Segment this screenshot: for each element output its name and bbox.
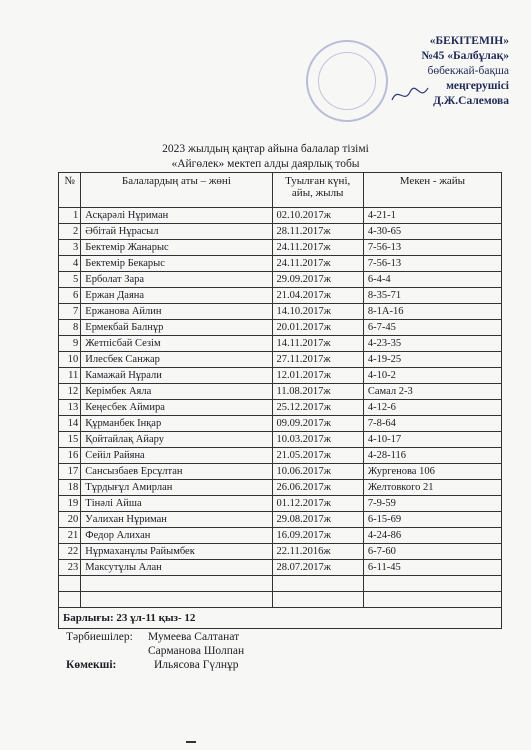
row-number: 17 bbox=[59, 464, 81, 480]
row-number: 9 bbox=[59, 336, 81, 352]
row-birthdate: 27.11.2017ж bbox=[272, 352, 363, 368]
row-number: 5 bbox=[59, 272, 81, 288]
row-address: 4-10-2 bbox=[363, 368, 501, 384]
helper-name: Ильясова Гүлнұр bbox=[154, 659, 239, 671]
header-address: Мекен - жайы bbox=[363, 173, 501, 208]
row-birthdate: 29.09.2017ж bbox=[272, 272, 363, 288]
row-number: 12 bbox=[59, 384, 81, 400]
row-birthdate: 14.11.2017ж bbox=[272, 336, 363, 352]
row-child-name: Бектемір Бекарыс bbox=[81, 256, 272, 272]
empty-table-row bbox=[59, 592, 502, 608]
table-row bbox=[59, 224, 502, 240]
approval-institution-type: бөбекжай-бақша bbox=[427, 65, 509, 77]
total-row bbox=[59, 608, 502, 629]
row-child-name: Ерболат Зара bbox=[81, 272, 272, 288]
row-birthdate: 22.11.2016ж bbox=[272, 544, 363, 560]
approval-institution: №45 «Балбұлақ» bbox=[421, 50, 509, 62]
table-row bbox=[59, 352, 502, 368]
row-number: 18 bbox=[59, 480, 81, 496]
empty-cell bbox=[272, 576, 363, 592]
row-birthdate: 21.04.2017ж bbox=[272, 288, 363, 304]
row-number: 2 bbox=[59, 224, 81, 240]
row-birthdate: 12.01.2017ж bbox=[272, 368, 363, 384]
row-birthdate: 29.08.2017ж bbox=[272, 512, 363, 528]
title-group-name: «Айгөлек» мектеп алды даярлық тобы bbox=[171, 158, 360, 170]
row-birthdate: 10.03.2017ж bbox=[272, 432, 363, 448]
row-address: Самал 2-3 bbox=[363, 384, 501, 400]
row-number: 15 bbox=[59, 432, 81, 448]
row-birthdate: 14.10.2017ж bbox=[272, 304, 363, 320]
total-summary: Барлығы: 23 ұл-11 қыз- 12 bbox=[59, 608, 502, 629]
row-child-name: Асқарәлі Нұриман bbox=[81, 208, 272, 224]
row-child-name: Илесбек Санжар bbox=[81, 352, 272, 368]
row-child-name: Ержанова Айлин bbox=[81, 304, 272, 320]
row-address: 8-35-71 bbox=[363, 288, 501, 304]
table-row bbox=[59, 336, 502, 352]
empty-cell bbox=[363, 576, 501, 592]
row-birthdate: 09.09.2017ж bbox=[272, 416, 363, 432]
row-child-name: Максутұлы Алан bbox=[81, 560, 272, 576]
row-child-name: Камажай Нұрали bbox=[81, 368, 272, 384]
row-birthdate: 28.07.2017ж bbox=[272, 560, 363, 576]
row-birthdate: 16.09.2017ж bbox=[272, 528, 363, 544]
row-child-name: Сансызбаев Ерсұлтан bbox=[81, 464, 272, 480]
row-address: 4-10-17 bbox=[363, 432, 501, 448]
row-birthdate: 20.01.2017ж bbox=[272, 320, 363, 336]
row-address: 4-24-86 bbox=[363, 528, 501, 544]
row-address: 4-30-65 bbox=[363, 224, 501, 240]
teacher-2: Сарманова Шолпан bbox=[148, 645, 245, 657]
scan-mark bbox=[186, 741, 196, 743]
row-number: 20 bbox=[59, 512, 81, 528]
row-address: 6-7-45 bbox=[363, 320, 501, 336]
row-child-name: Нұрмаханұлы Райымбек bbox=[81, 544, 272, 560]
signature-icon bbox=[390, 82, 430, 108]
document-title bbox=[0, 142, 531, 172]
table-row bbox=[59, 432, 502, 448]
row-birthdate: 21.05.2017ж bbox=[272, 448, 363, 464]
row-address: 4-23-35 bbox=[363, 336, 501, 352]
header-number: № bbox=[59, 173, 81, 208]
approval-heading: «БЕКІТЕМІН» bbox=[429, 35, 509, 47]
row-address: 4-21-1 bbox=[363, 208, 501, 224]
header-name: Балалардың аты – жөні bbox=[81, 173, 272, 208]
empty-cell bbox=[363, 592, 501, 608]
children-roster-table bbox=[58, 172, 502, 629]
teachers-row bbox=[66, 630, 244, 658]
table-row bbox=[59, 480, 502, 496]
empty-cell bbox=[59, 576, 81, 592]
row-address: 6-11-45 bbox=[363, 560, 501, 576]
table-row bbox=[59, 512, 502, 528]
row-birthdate: 26.06.2017ж bbox=[272, 480, 363, 496]
row-number: 3 bbox=[59, 240, 81, 256]
table-row bbox=[59, 368, 502, 384]
row-child-name: Жетпісбай Сезім bbox=[81, 336, 272, 352]
approval-block bbox=[421, 34, 509, 109]
table-row bbox=[59, 528, 502, 544]
row-birthdate: 24.11.2017ж bbox=[272, 240, 363, 256]
row-address: 4-28-116 bbox=[363, 448, 501, 464]
row-number: 7 bbox=[59, 304, 81, 320]
helper-label: Көмекші: bbox=[66, 659, 117, 671]
teacher-names bbox=[148, 630, 244, 658]
row-child-name: Бектемір Жанарыс bbox=[81, 240, 272, 256]
row-child-name: Әбітай Нұрасыл bbox=[81, 224, 272, 240]
row-number: 6 bbox=[59, 288, 81, 304]
row-number: 21 bbox=[59, 528, 81, 544]
row-child-name: Керімбек Аяла bbox=[81, 384, 272, 400]
table-row bbox=[59, 496, 502, 512]
row-birthdate: 02.10.2017ж bbox=[272, 208, 363, 224]
row-address: 4-19-25 bbox=[363, 352, 501, 368]
official-seal-icon bbox=[306, 40, 388, 122]
row-address: Желтовкого 21 bbox=[363, 480, 501, 496]
row-child-name: Тұрдығұл Амирлан bbox=[81, 480, 272, 496]
teacher-1: Мумеева Салтанат bbox=[148, 631, 240, 643]
row-child-name: Ержан Даяна bbox=[81, 288, 272, 304]
title-line-1: 2023 жылдың қаңтар айына балалар тізімі bbox=[162, 143, 369, 155]
row-address: 7-56-13 bbox=[363, 256, 501, 272]
row-address: 6-7-60 bbox=[363, 544, 501, 560]
empty-cell bbox=[272, 592, 363, 608]
table-row bbox=[59, 448, 502, 464]
row-number: 11 bbox=[59, 368, 81, 384]
row-number: 1 bbox=[59, 208, 81, 224]
row-child-name: Құрманбек Інқар bbox=[81, 416, 272, 432]
row-address: 6-15-69 bbox=[363, 512, 501, 528]
table-row bbox=[59, 256, 502, 272]
row-birthdate: 10.06.2017ж bbox=[272, 464, 363, 480]
row-number: 14 bbox=[59, 416, 81, 432]
table-row bbox=[59, 544, 502, 560]
table-row bbox=[59, 416, 502, 432]
row-number: 4 bbox=[59, 256, 81, 272]
row-birthdate: 24.11.2017ж bbox=[272, 256, 363, 272]
row-child-name: Сейіл Райяна bbox=[81, 448, 272, 464]
row-number: 13 bbox=[59, 400, 81, 416]
row-address: 4-12-6 bbox=[363, 400, 501, 416]
row-address: 6-4-4 bbox=[363, 272, 501, 288]
teachers-label: Тәрбиешілер: bbox=[66, 631, 133, 643]
approval-position: меңгерушісі bbox=[446, 80, 509, 92]
header-birthdate bbox=[272, 173, 363, 208]
row-birthdate: 25.12.2017ж bbox=[272, 400, 363, 416]
table-header-row bbox=[59, 173, 502, 208]
row-address: 7-56-13 bbox=[363, 240, 501, 256]
table-row bbox=[59, 208, 502, 224]
row-address: 7-9-59 bbox=[363, 496, 501, 512]
row-child-name: Ермекбай Балнұр bbox=[81, 320, 272, 336]
row-number: 16 bbox=[59, 448, 81, 464]
table-row bbox=[59, 304, 502, 320]
row-birthdate: 28.11.2017ж bbox=[272, 224, 363, 240]
table-row bbox=[59, 320, 502, 336]
table-row bbox=[59, 272, 502, 288]
row-address: Жургенова 106 bbox=[363, 464, 501, 480]
table-row bbox=[59, 288, 502, 304]
row-number: 22 bbox=[59, 544, 81, 560]
roster-body bbox=[59, 208, 502, 608]
empty-table-row bbox=[59, 576, 502, 592]
row-child-name: Кеңесбек Аймира bbox=[81, 400, 272, 416]
helper-row bbox=[66, 658, 244, 672]
table-row bbox=[59, 240, 502, 256]
staff-block bbox=[66, 630, 244, 672]
row-number: 19 bbox=[59, 496, 81, 512]
table-row bbox=[59, 560, 502, 576]
empty-cell bbox=[59, 592, 81, 608]
row-child-name: Қойтайлақ Айару bbox=[81, 432, 272, 448]
table-row bbox=[59, 384, 502, 400]
header-birthdate-line-1: Туылған күні, bbox=[285, 175, 351, 187]
empty-cell bbox=[81, 592, 272, 608]
row-number: 10 bbox=[59, 352, 81, 368]
row-address: 8-1А-16 bbox=[363, 304, 501, 320]
table-row bbox=[59, 400, 502, 416]
row-address: 7-8-64 bbox=[363, 416, 501, 432]
header-birthdate-line-2: айы, жылы bbox=[291, 187, 344, 199]
row-number: 8 bbox=[59, 320, 81, 336]
approval-director-name: Д.Ж.Салемова bbox=[433, 95, 509, 107]
row-birthdate: 11.08.2017ж bbox=[272, 384, 363, 400]
row-child-name: Тінәлі Айша bbox=[81, 496, 272, 512]
row-child-name: Уалихан Нұриман bbox=[81, 512, 272, 528]
row-child-name: Федор Алихан bbox=[81, 528, 272, 544]
row-number: 23 bbox=[59, 560, 81, 576]
table-row bbox=[59, 464, 502, 480]
empty-cell bbox=[81, 576, 272, 592]
row-birthdate: 01.12.2017ж bbox=[272, 496, 363, 512]
